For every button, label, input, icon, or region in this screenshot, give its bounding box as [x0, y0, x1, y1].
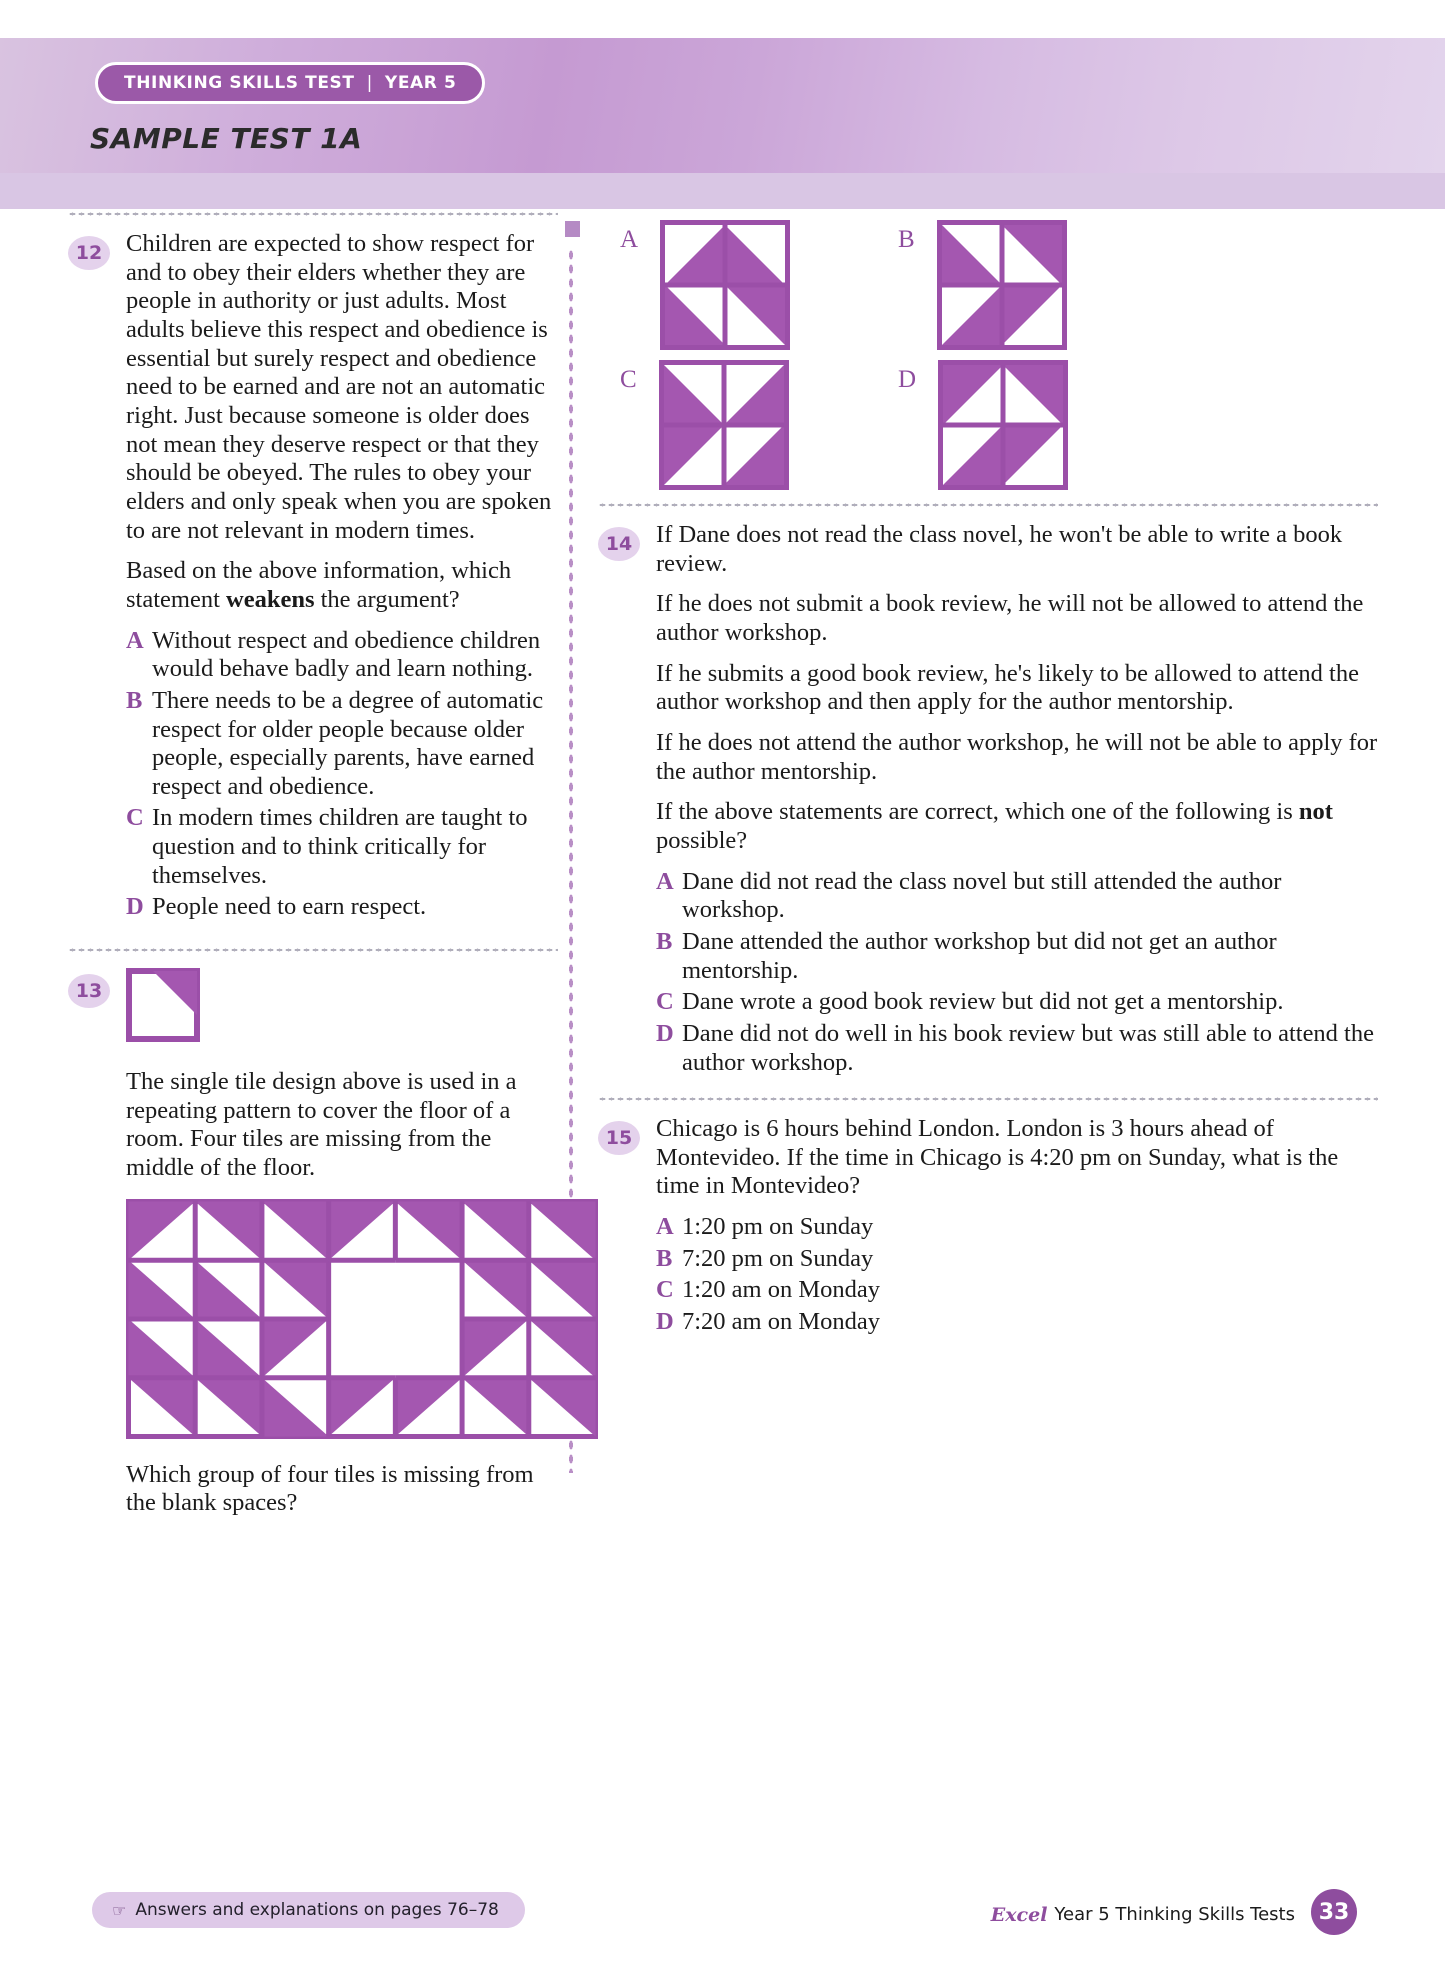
- option-text: 1:20 pm on Sunday: [682, 1213, 874, 1241]
- option-letter: C: [656, 1276, 674, 1304]
- question-14-prompt-emphasis: not: [1298, 798, 1333, 826]
- option-letter: B: [656, 1244, 673, 1272]
- question-14-statement-1: If Dane does not read the class novel, he won't be able to write a book review.: [656, 521, 1343, 577]
- series-name: Year 5 Thinking Skills Tests: [1054, 1904, 1295, 1925]
- option-text: In modern times children are taught to question and to think critically for themselves.: [152, 804, 528, 889]
- answer-figure-a[interactable]: [620, 220, 790, 350]
- divider-q12: [68, 212, 558, 216]
- test-title-badge: [95, 62, 485, 104]
- floor-pattern-svg: [126, 1199, 598, 1439]
- answer-figure-b-svg: [937, 220, 1067, 350]
- answer-figure-a-svg: [660, 220, 790, 350]
- option-letter: A: [656, 867, 674, 895]
- option-row[interactable]: [126, 627, 558, 684]
- option-text: Dane attended the author workshop but did not get an author mentorship.: [682, 927, 1277, 984]
- option-text: Without respect and obedience children would behave badly and learn nothing.: [152, 626, 541, 683]
- question-14: [598, 521, 1378, 1077]
- divider-cap-marker: [565, 221, 580, 237]
- brand-name: Excel: [990, 1903, 1048, 1926]
- answer-figure-letter: A: [620, 226, 639, 253]
- option-text: There needs to be a degree of automatic respect for older people because older people, especially parents, have earned respect and obedience.: [152, 686, 544, 800]
- option-letter: C: [656, 988, 674, 1016]
- answers-reference-pill: [92, 1892, 525, 1928]
- option-letter: D: [656, 1019, 674, 1047]
- option-text: People need to earn respect.: [152, 893, 427, 921]
- floor-pattern-diagram: [126, 1199, 558, 1439]
- footer-brand-group: [991, 1894, 1357, 1935]
- question-12-prompt: Based on the above information, which statement weakens the argument?: [126, 557, 512, 613]
- option-letter: A: [126, 626, 144, 654]
- question-13: [68, 968, 558, 1518]
- question-12-passage: Children are expected to show respect for and to obey their elders whether they are people in authority or just adults. Most adults believe this respect and obedience is essential but surely respect and obedience need to be earned and are not an automatic right. Just because someone is older does not mean they deserve respect or that they should be obeyed. The rules to obey your elders and only speak when you are spoken to are not relevant in modern times.: [126, 230, 552, 544]
- option-letter: A: [656, 1213, 674, 1241]
- answers-reference-text: Answers and explanations on pages 76–78: [135, 1900, 499, 1920]
- option-row[interactable]: [126, 804, 558, 890]
- answer-figure-b[interactable]: [898, 220, 1067, 350]
- answer-figure-letter: B: [898, 226, 915, 253]
- answer-figure-c-svg: [659, 360, 789, 490]
- option-row[interactable]: [656, 988, 1378, 1017]
- answer-figure-c[interactable]: [620, 360, 789, 490]
- option-text: Dane did not read the class novel but still attended the author workshop.: [682, 867, 1282, 924]
- divider-q15: [598, 1097, 1378, 1101]
- question-number-15: 15: [598, 1121, 640, 1155]
- header-lower-band: [0, 173, 1445, 209]
- answer-figure-d[interactable]: [898, 360, 1068, 490]
- question-14-prompt: If the above statements are correct, which one of the following is not possible?: [656, 798, 1333, 854]
- right-column: [598, 212, 1378, 1340]
- option-letter: B: [126, 686, 143, 714]
- question-13-body: [126, 968, 558, 1518]
- question-12-body: [126, 230, 558, 922]
- page-number-badge: 33: [1311, 1889, 1357, 1935]
- answer-figure-letter: D: [898, 366, 917, 393]
- option-row[interactable]: [656, 868, 1378, 925]
- left-column: [68, 212, 558, 1530]
- single-tile-diagram: [126, 968, 558, 1042]
- divider-q13: [68, 948, 558, 952]
- divider-q14: [598, 503, 1378, 507]
- question-13-answer-figures: [598, 212, 1378, 497]
- option-text: 1:20 am on Monday: [682, 1276, 881, 1304]
- page-footer: [0, 1884, 1445, 1954]
- option-row[interactable]: [656, 1276, 1378, 1305]
- question-14-statement-4: If he does not attend the author workshop, he will not be able to apply for the author mentorship.: [656, 728, 1378, 785]
- question-14-body: [656, 521, 1378, 1077]
- option-text: Dane wrote a good book review but did not get a mentorship.: [682, 988, 1284, 1016]
- single-tile-svg: [126, 968, 200, 1042]
- question-number-12: 12: [68, 236, 110, 270]
- option-row[interactable]: [656, 1308, 1378, 1337]
- option-text: 7:20 am on Monday: [682, 1308, 881, 1336]
- question-12: [68, 230, 558, 922]
- question-number-13: 13: [68, 974, 110, 1008]
- option-text: Dane did not do well in his book review but was still able to attend the author workshop.: [682, 1019, 1374, 1076]
- option-letter: D: [126, 893, 144, 921]
- option-row[interactable]: [656, 1020, 1378, 1077]
- question-13-intro: The single tile design above is used in a repeating pattern to cover the floor of a room. Four tiles are missing from the middle of the floor.: [126, 1068, 517, 1182]
- option-row[interactable]: [126, 687, 558, 802]
- question-13-closing: Which group of four tiles is missing from the blank spaces?: [126, 1460, 534, 1517]
- pointing-hand-icon: ☞: [112, 1900, 127, 1920]
- question-12-prompt-emphasis: weakens: [226, 585, 315, 613]
- question-14-statement-2: If he does not submit a book review, he will not be allowed to attend the author workshop.: [656, 590, 1364, 646]
- option-row[interactable]: [126, 893, 558, 922]
- answer-figure-d-svg: [938, 360, 1068, 490]
- badge-test-label: THINKING SKILLS TEST | YEAR 5: [124, 73, 457, 93]
- option-letter: B: [656, 927, 673, 955]
- question-15-passage: Chicago is 6 hours behind London. London is 3 hours ahead of Montevideo. If the time in Chicago is 4:20 pm on Sunday, what is the time in Montevideo?: [656, 1115, 1339, 1200]
- badge-separator: |: [366, 73, 373, 93]
- option-row[interactable]: [656, 1245, 1378, 1274]
- option-letter: D: [656, 1308, 674, 1336]
- option-row[interactable]: [656, 1213, 1378, 1242]
- page-title: SAMPLE TEST 1A: [90, 122, 363, 155]
- answer-figure-letter: C: [620, 366, 637, 393]
- question-14-statement-3: If he submits a good book review, he's likely to be allowed to attend the author workshop and then apply for the author mentorship.: [656, 659, 1359, 716]
- option-letter: C: [126, 804, 144, 832]
- option-text: 7:20 pm on Sunday: [682, 1244, 874, 1272]
- question-15-body: [656, 1115, 1378, 1337]
- option-row[interactable]: [656, 928, 1378, 985]
- question-15: [598, 1115, 1378, 1337]
- question-number-14: 14: [598, 527, 640, 561]
